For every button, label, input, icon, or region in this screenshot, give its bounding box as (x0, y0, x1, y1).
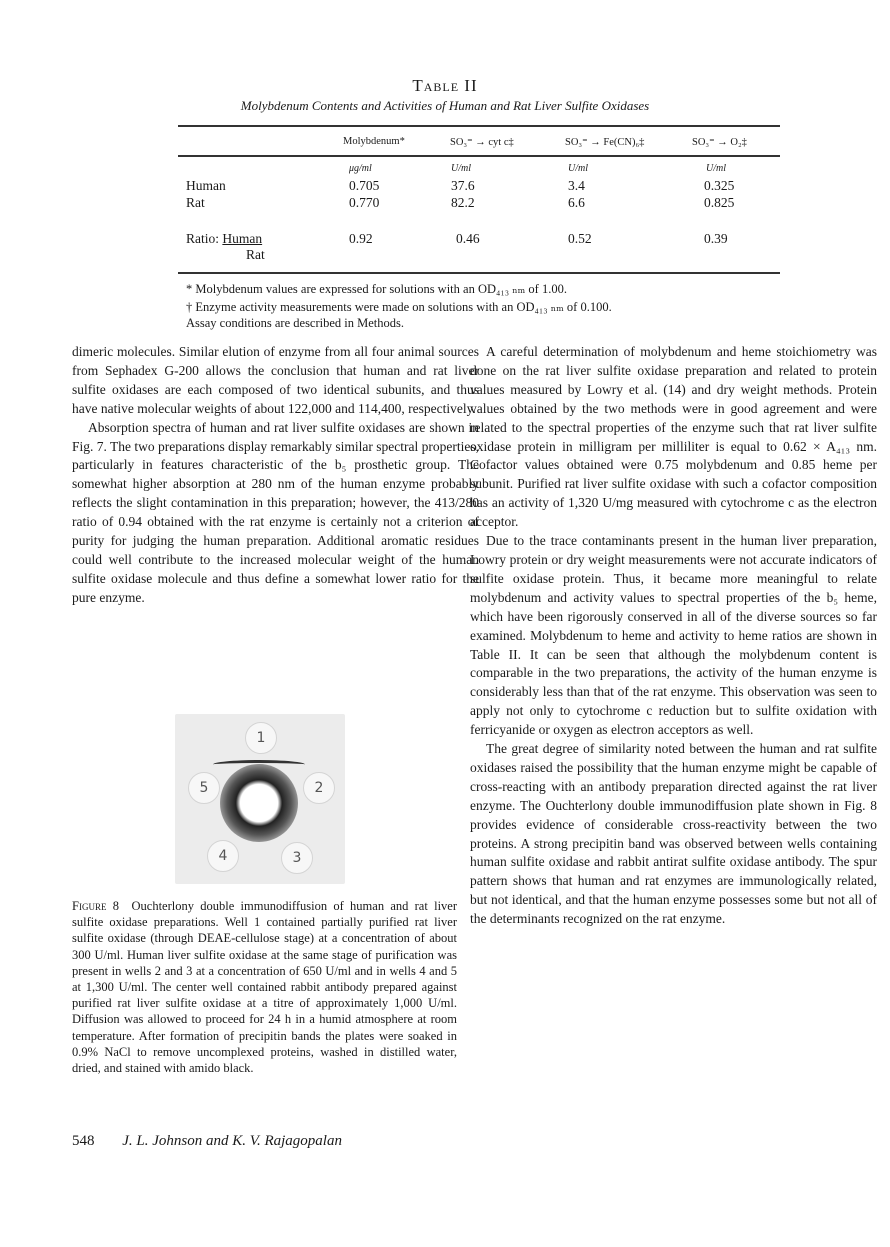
cell: 82.2 (451, 195, 475, 210)
page-number: 548 (72, 1133, 95, 1149)
well-5: 5 (188, 772, 220, 804)
ouchterlony-plate-figure (175, 714, 345, 884)
right-column (470, 343, 877, 929)
footnote: † Enzyme activity measurements were made on solutions with an OD₄₁₃ ₙₘ of 0.100. (186, 300, 612, 314)
table-top-rule (178, 125, 780, 127)
left-column (72, 343, 479, 608)
ratio-prefix: Ratio: (186, 231, 219, 246)
well-1: 1 (245, 722, 277, 754)
cell: 0.325 (704, 178, 735, 193)
unit-ferricyanide: U/ml (568, 163, 588, 174)
col-header-cyt-c: SO₃⁼ → cyt c‡ (450, 137, 514, 148)
footnote: Assay conditions are described in Methods. (186, 316, 405, 330)
unit-oxygen: U/ml (706, 163, 726, 174)
paragraph: Absorption spectra of human and rat liver sulfite oxidases are shown in Fig. 7. The two preparations display remarkably similar spectral properties, particularly in features characteristic of the b₅ prosthetic group. The somewhat higher absorption at 280 nm of the human enzyme probably reflects the slight contamination in this preparation; however, the 413/280 ratio of 0.94 obtained with the rat enzyme is certainly not a criterion of purity for judging the human preparation. Additional aromatic residues could well contribute to the increased molecular weight of the human sulfite oxidase molecule and thus define a somewhat lower ratio for the pure enzyme. (72, 419, 479, 605)
figure-caption-text: Ouchterlony double immunodiffusion of human and rat liver sulfite oxidase preparations. Well 1 contained partially purified rat liver sulfite oxidase (through DEAE-cellulose stage) at a concentration of about 300 U/ml. Human liver sulfite oxidase at the same stage of purification was present in wells 2 and 3 at a concentration of 650 U/ml and in wells 4 and 5 at 1,300 U/ml. The center well contained rabbit antibody prepared against purified rat liver sulfite oxidase at a titre of approximately 1,000 U/ml. Diffusion was allowed to proceed for 24 h in a humid atmosphere at room temperature. After formation of precipitin bands the plates were soaked in 0.9% NaCl to remove uncomplexed proteins, washed in distilled water, dried, and stained with amido black. (72, 899, 458, 1076)
cell: 6.6 (568, 195, 585, 210)
unit-cyt-c: U/ml (451, 163, 471, 174)
paragraph: A careful determination of molybdenum and heme stoichiometry was done on the rat liver sulfite oxidase preparation and related to protein values measured by Lowry et al. (14) and dry weight methods. Protein values obtained by the two methods were in good agreement and were related to the spectral properties of the enzyme such that rat liver sulfite oxidase protein in milligram per milliliter is equal to 0.62 × A₄₁₃ nm. Cofactor values obtained were 0.75 molybdenum and 0.85 heme per subunit. Purified rat liver sulfite oxidase with such a cofactor composition has an activity of 1,320 U/mg measured with cytochrome c as the electron acceptor. (470, 344, 877, 530)
center-well (220, 764, 298, 842)
footnote: * Molybdenum values are expressed for solutions with an OD₄₁₃ ₙₘ of 1.00. (186, 282, 567, 296)
paragraph: dimeric molecules. Similar elution of enzyme from all four animal sources from Sephadex G-200 allows the conclusion that human and rat liver sulfite oxidases are each composed of two identical subunits, and thus have native molecular weights of about 122,000 and 114,400, respectively. (72, 344, 479, 416)
page-footer (72, 1133, 342, 1150)
well-3: 3 (281, 842, 313, 874)
row-label-rat: Rat (186, 195, 205, 210)
ratio-row-label (186, 231, 262, 247)
figure-caption (72, 898, 457, 1076)
cell: 37.6 (451, 178, 475, 193)
cell: 0.770 (349, 195, 380, 210)
well-2: 2 (303, 772, 335, 804)
table-header-rule (178, 155, 780, 157)
paragraph: The great degree of similarity noted between the human and rat sulfite oxidases raised the possibility that the human enzyme might be capable of cross-reacting with an antibody preparation directed against the rat liver enzyme. The Ouchterlony double immunodiffusion plate shown in Fig. 8 provides evidence of considerable cross-reactivity between the two proteins. A strong precipitin band was observed between wells containing human sulfite oxidase and rabbit antirat sulfite oxidase antibody. The spur pattern shows that human and rat enzymes are immunologically related, but not identical, and that the human enzyme possesses some but not all of the determinants recognized on the rat enzyme. (470, 741, 877, 927)
cell: 0.705 (349, 178, 380, 193)
cell: 0.52 (568, 231, 592, 246)
authors: J. L. Johnson and K. V. Rajagopalan (122, 1133, 342, 1149)
cell: 0.825 (704, 195, 735, 210)
table-caption: Molybdenum Contents and Activities of Human and Rat Liver Sulfite Oxidases (240, 98, 650, 113)
ratio-numerator: Human (222, 231, 263, 246)
col-header-ferricyanide: SO₃⁼ → Fe(CN)₆‡ (565, 137, 645, 148)
col-header-oxygen: SO₃⁼ → O₂‡ (692, 137, 747, 148)
well-4: 4 (207, 840, 239, 872)
col-header-molybdenum: Molybdenum* (343, 136, 405, 147)
unit-molybdenum: μg/ml (349, 163, 372, 174)
table-bottom-rule (178, 272, 780, 274)
cell: 0.46 (456, 231, 480, 246)
cell: 0.92 (349, 231, 373, 246)
cell: 0.39 (704, 231, 728, 246)
paragraph: Due to the trace contaminants present in the human liver preparation, Lowry protein or dry weight measurements were not accurate indicators of sulfite oxidase protein. Thus, it became more meaningful to relate molybdenum and activity values to spectral properties of the b₅ heme, which have been rigorously conserved in all of the diverse sources so far examined. Molybdenum to heme and activity to heme ratios are shown in Table II. It can be seen that although the molybdenum content is comparable in the two preparations, the activity of the human enzyme is considerably less than that of the rat enzyme. This observation was seen to apply not only to cytochrome c reduction but to sulfite oxidation with ferricyanide or oxygen as electron acceptors as well. (470, 533, 877, 738)
table-title: Table II (412, 76, 478, 95)
figure-label: Figure 8 (72, 899, 119, 913)
cell: 3.4 (568, 178, 585, 193)
ratio-denominator: Rat (246, 247, 265, 262)
row-label-human: Human (186, 178, 226, 193)
